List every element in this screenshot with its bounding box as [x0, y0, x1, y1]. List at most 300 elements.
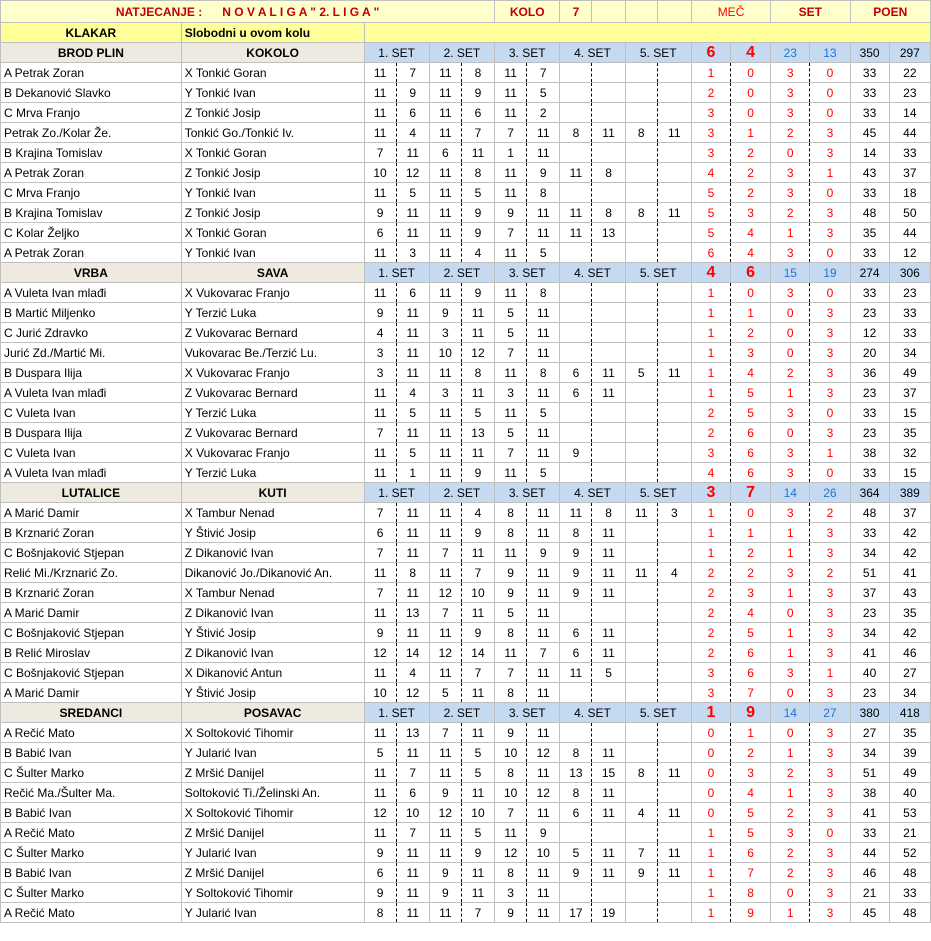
set-score: 6 — [396, 103, 429, 123]
set-score: 11 — [657, 763, 691, 783]
set-score: 8 — [625, 763, 657, 783]
points-home: 44 — [850, 843, 889, 863]
set-header-label: 5. SET — [625, 703, 691, 723]
set-score — [657, 623, 691, 643]
set-score: 8 — [625, 203, 657, 223]
points-home: 38 — [850, 783, 889, 803]
set-score — [625, 443, 657, 463]
match-score-away: 4 — [731, 783, 771, 803]
set-score: 9 — [364, 303, 396, 323]
point-total-away: 389 — [889, 483, 930, 503]
match-score-away: 6 — [731, 463, 771, 483]
set-score — [657, 583, 691, 603]
set-score: 9 — [527, 543, 560, 563]
away-team-name: POSAVAC — [181, 703, 364, 723]
points-away: 42 — [889, 543, 930, 563]
match-score-home: 0 — [691, 783, 730, 803]
set-score: 5 — [495, 603, 527, 623]
set-score: 10 — [396, 803, 429, 823]
set-score-home: 1 — [771, 643, 810, 663]
set-score-away: 0 — [810, 823, 850, 843]
set-score: 11 — [429, 503, 461, 523]
set-score: 5 — [396, 183, 429, 203]
match-header-row — [1, 263, 931, 283]
set-score: 1 — [396, 463, 429, 483]
points-home: 23 — [850, 303, 889, 323]
set-score: 11 — [527, 203, 560, 223]
set-score: 11 — [592, 523, 625, 543]
points-away: 40 — [889, 783, 930, 803]
set-score: 11 — [429, 283, 461, 303]
poen-header: POEN — [850, 1, 931, 23]
match-score-home: 2 — [691, 583, 730, 603]
set-score-home: 0 — [771, 603, 810, 623]
set-score: 11 — [592, 863, 625, 883]
set-score: 3 — [495, 383, 527, 403]
match-score-home: 4 — [691, 163, 730, 183]
game-row — [1, 383, 931, 403]
set-score — [657, 683, 691, 703]
set-score: 5 — [396, 443, 429, 463]
set-score: 11 — [364, 783, 396, 803]
points-home: 23 — [850, 603, 889, 623]
set-score: 11 — [461, 303, 494, 323]
set-score — [625, 723, 657, 743]
set-score-away: 0 — [810, 183, 850, 203]
set-score — [625, 883, 657, 903]
set-score — [625, 683, 657, 703]
match-score-home: 2 — [691, 83, 730, 103]
away-player: Z Dikanović Ivan — [181, 643, 364, 663]
set-score: 11 — [657, 123, 691, 143]
set-score: 11 — [461, 683, 494, 703]
set-score: 11 — [429, 523, 461, 543]
set-score: 4 — [625, 803, 657, 823]
set-score: 10 — [461, 803, 494, 823]
game-row — [1, 643, 931, 663]
set-score: 3 — [364, 363, 396, 383]
home-player: A Petrak Zoran — [1, 63, 182, 83]
away-player: Z Vukovarac Bernard — [181, 323, 364, 343]
set-score — [657, 323, 691, 343]
set-score: 11 — [625, 503, 657, 523]
set-score — [592, 823, 625, 843]
set-score: 11 — [429, 403, 461, 423]
points-home: 43 — [850, 163, 889, 183]
points-away: 33 — [889, 143, 930, 163]
home-player: B Krajina Tomislav — [1, 203, 182, 223]
match-score-away: 2 — [731, 743, 771, 763]
set-score: 11 — [560, 223, 592, 243]
game-row — [1, 903, 931, 923]
set-score-away: 3 — [810, 883, 850, 903]
home-player: C Bošnjaković Stjepan — [1, 663, 182, 683]
set-score: 10 — [495, 783, 527, 803]
game-row — [1, 323, 931, 343]
set-score: 5 — [461, 743, 494, 763]
header-row — [1, 1, 931, 23]
home-player: B Krznarić Zoran — [1, 523, 182, 543]
match-score-home: 2 — [691, 563, 730, 583]
set-score: 9 — [495, 583, 527, 603]
set-score: 11 — [396, 623, 429, 643]
set-score-home: 0 — [771, 323, 810, 343]
match-score-away: 0 — [731, 83, 771, 103]
set-header-label: 3. SET — [495, 43, 560, 63]
home-team-name: LUTALICE — [1, 483, 182, 503]
set-score — [625, 283, 657, 303]
set-score: 11 — [495, 543, 527, 563]
set-score: 11 — [461, 723, 494, 743]
set-score: 11 — [657, 803, 691, 823]
set-score-home: 3 — [771, 163, 810, 183]
set-score: 8 — [592, 503, 625, 523]
set-score — [657, 83, 691, 103]
set-score: 12 — [364, 803, 396, 823]
points-away: 48 — [889, 903, 930, 923]
points-home: 23 — [850, 423, 889, 443]
set-score — [592, 63, 625, 83]
set-score: 11 — [364, 403, 396, 423]
home-player: Jurić Zd./Martić Mi. — [1, 343, 182, 363]
game-row — [1, 623, 931, 643]
set-score-home: 0 — [771, 683, 810, 703]
set-score: 13 — [396, 723, 429, 743]
match-score-home: 5 — [691, 223, 730, 243]
away-player: Y Terzić Luka — [181, 403, 364, 423]
set-score: 5 — [396, 403, 429, 423]
set-score: 9 — [527, 823, 560, 843]
set-score-away: 3 — [810, 723, 850, 743]
set-score-home: 0 — [771, 883, 810, 903]
set-score — [592, 463, 625, 483]
match-score-away: 2 — [731, 323, 771, 343]
set-score: 6 — [396, 783, 429, 803]
set-score: 11 — [657, 363, 691, 383]
set-score: 5 — [495, 303, 527, 323]
match-score-away: 4 — [731, 363, 771, 383]
set-score: 4 — [396, 383, 429, 403]
game-row — [1, 203, 931, 223]
set-score: 7 — [461, 903, 494, 923]
set-score — [625, 323, 657, 343]
set-score-home: 3 — [771, 503, 810, 523]
set-score-away: 3 — [810, 623, 850, 643]
set-score-home: 3 — [771, 403, 810, 423]
set-score — [625, 463, 657, 483]
set-score: 9 — [461, 203, 494, 223]
set-score-away: 0 — [810, 243, 850, 263]
set-score: 11 — [461, 543, 494, 563]
away-player: Y Tonkić Ivan — [181, 83, 364, 103]
game-row — [1, 503, 931, 523]
away-player: X Tambur Nenad — [181, 583, 364, 603]
set-score: 8 — [560, 743, 592, 763]
away-player: X Soltoković Tihomir — [181, 803, 364, 823]
game-row — [1, 743, 931, 763]
set-score: 3 — [396, 243, 429, 263]
set-score — [657, 523, 691, 543]
away-player: Z Mršić Danijel — [181, 823, 364, 843]
set-score: 11 — [527, 583, 560, 603]
match-score-home: 1 — [691, 503, 730, 523]
set-score: 10 — [429, 343, 461, 363]
set-score-away: 3 — [810, 583, 850, 603]
set-score-away: 3 — [810, 143, 850, 163]
set-score: 9 — [364, 203, 396, 223]
set-score: 7 — [364, 143, 396, 163]
match-header-row — [1, 43, 931, 63]
set-score: 11 — [396, 343, 429, 363]
set-score: 9 — [560, 863, 592, 883]
set-score: 11 — [396, 583, 429, 603]
points-away: 12 — [889, 243, 930, 263]
points-away: 15 — [889, 403, 930, 423]
set-score-home: 2 — [771, 863, 810, 883]
game-row — [1, 783, 931, 803]
set-score: 11 — [495, 63, 527, 83]
game-row — [1, 303, 931, 323]
set-score: 9 — [560, 563, 592, 583]
set-score — [625, 643, 657, 663]
match-score-home: 0 — [691, 743, 730, 763]
set-score-home: 0 — [771, 723, 810, 743]
set-score: 4 — [364, 323, 396, 343]
set-score: 11 — [527, 303, 560, 323]
match-score-away: 6 — [731, 423, 771, 443]
set-total-away: 13 — [810, 43, 850, 63]
set-score-home: 3 — [771, 83, 810, 103]
set-score-home: 1 — [771, 903, 810, 923]
set-score: 5 — [527, 83, 560, 103]
home-player: A Petrak Zoran — [1, 163, 182, 183]
set-score — [657, 143, 691, 163]
set-score: 11 — [364, 723, 396, 743]
set-score: 7 — [396, 763, 429, 783]
set-score — [560, 283, 592, 303]
away-player: Z Mršić Danijel — [181, 763, 364, 783]
away-player: Y Soltoković Tihomir — [181, 883, 364, 903]
set-score-away: 3 — [810, 543, 850, 563]
set-score — [625, 543, 657, 563]
set-score: 7 — [429, 723, 461, 743]
set-score — [657, 543, 691, 563]
match-score-home: 0 — [691, 763, 730, 783]
set-score: 5 — [364, 743, 396, 763]
away-player: Y Jularić Ivan — [181, 903, 364, 923]
set-score-away: 0 — [810, 283, 850, 303]
point-total-home: 380 — [850, 703, 889, 723]
set-score: 11 — [429, 163, 461, 183]
set-header-label: 4. SET — [560, 703, 625, 723]
match-score-home: 3 — [691, 143, 730, 163]
set-score: 6 — [364, 223, 396, 243]
match-score-away: 1 — [731, 523, 771, 543]
set-score: 11 — [364, 443, 396, 463]
set-score: 9 — [364, 883, 396, 903]
set-score: 11 — [527, 623, 560, 643]
set-score: 11 — [396, 423, 429, 443]
set-score — [592, 603, 625, 623]
points-home: 33 — [850, 243, 889, 263]
set-score: 11 — [429, 203, 461, 223]
set-score: 11 — [495, 103, 527, 123]
set-score: 11 — [461, 603, 494, 623]
set-score: 14 — [461, 643, 494, 663]
home-player: C Šulter Marko — [1, 883, 182, 903]
match-score-away: 0 — [731, 283, 771, 303]
kolo-number: 7 — [560, 1, 592, 23]
points-away: 42 — [889, 523, 930, 543]
points-home: 12 — [850, 323, 889, 343]
points-away: 37 — [889, 503, 930, 523]
set-score: 6 — [560, 803, 592, 823]
set-score: 10 — [495, 743, 527, 763]
set-score — [592, 103, 625, 123]
set-score: 8 — [495, 683, 527, 703]
match-score-away: 1 — [731, 723, 771, 743]
set-score: 11 — [429, 663, 461, 683]
set-score — [657, 63, 691, 83]
set-score: 11 — [396, 223, 429, 243]
set-score — [560, 183, 592, 203]
match-score-away: 0 — [731, 503, 771, 523]
match-score-home: 3 — [691, 103, 730, 123]
points-away: 42 — [889, 623, 930, 643]
home-team-name: SREDANCI — [1, 703, 182, 723]
match-score-home: 2 — [691, 403, 730, 423]
game-row — [1, 243, 931, 263]
set-score: 8 — [495, 523, 527, 543]
set-score — [592, 183, 625, 203]
away-player: Y Štivić Josip — [181, 683, 364, 703]
match-score-home: 1 — [691, 903, 730, 923]
points-home: 48 — [850, 203, 889, 223]
set-score: 11 — [592, 783, 625, 803]
away-player: X Dikanović Antun — [181, 663, 364, 683]
set-score — [625, 383, 657, 403]
points-away: 23 — [889, 83, 930, 103]
set-score: 11 — [396, 323, 429, 343]
set-total-home: 23 — [771, 43, 810, 63]
set-score: 9 — [527, 163, 560, 183]
points-away: 35 — [889, 603, 930, 623]
set-score — [657, 883, 691, 903]
home-player: C Vuleta Ivan — [1, 403, 182, 423]
game-row — [1, 343, 931, 363]
points-away: 34 — [889, 343, 930, 363]
match-score-away: 2 — [731, 183, 771, 203]
game-row — [1, 463, 931, 483]
set-score — [592, 143, 625, 163]
set-score: 7 — [461, 663, 494, 683]
match-score-home: 2 — [691, 423, 730, 443]
set-score: 11 — [461, 863, 494, 883]
points-home: 34 — [850, 623, 889, 643]
set-total-away: 27 — [810, 703, 850, 723]
set-score: 6 — [396, 283, 429, 303]
away-player: X Soltoković Tihomir — [181, 723, 364, 743]
set-score-home: 3 — [771, 183, 810, 203]
match-score-home: 5 — [691, 203, 730, 223]
set-score: 7 — [461, 123, 494, 143]
set-score — [560, 723, 592, 743]
set-score: 7 — [429, 603, 461, 623]
set-score — [592, 403, 625, 423]
set-score: 4 — [396, 663, 429, 683]
set-score: 8 — [461, 163, 494, 183]
home-player: B Duspara Ilija — [1, 363, 182, 383]
kolo-label: KOLO — [495, 1, 560, 23]
set-score: 11 — [396, 503, 429, 523]
set-score-away: 2 — [810, 503, 850, 523]
set-score: 12 — [396, 683, 429, 703]
game-row — [1, 763, 931, 783]
set-total-home: 15 — [771, 263, 810, 283]
home-player: B Relić Miroslav — [1, 643, 182, 663]
set-score: 3 — [429, 383, 461, 403]
set-score: 11 — [592, 563, 625, 583]
set-score: 9 — [495, 903, 527, 923]
game-row — [1, 683, 931, 703]
set-score — [657, 823, 691, 843]
set-score: 11 — [625, 563, 657, 583]
game-row — [1, 123, 931, 143]
game-row — [1, 863, 931, 883]
point-total-home: 364 — [850, 483, 889, 503]
set-score: 6 — [560, 363, 592, 383]
set-score: 5 — [461, 183, 494, 203]
away-team-name: KUTI — [181, 483, 364, 503]
points-away: 34 — [889, 683, 930, 703]
set-header-label: 2. SET — [429, 483, 494, 503]
home-player: B Krznarić Zoran — [1, 583, 182, 603]
set-score: 9 — [461, 843, 494, 863]
set-score: 9 — [461, 283, 494, 303]
set-score: 11 — [429, 183, 461, 203]
set-score — [560, 683, 592, 703]
set-score-home: 1 — [771, 743, 810, 763]
set-score: 9 — [364, 623, 396, 643]
points-away: 35 — [889, 723, 930, 743]
set-score: 8 — [461, 363, 494, 383]
set-score — [560, 463, 592, 483]
set-score — [560, 423, 592, 443]
home-player: C Kolar Željko — [1, 223, 182, 243]
set-score: 11 — [429, 123, 461, 143]
set-score: 10 — [364, 163, 396, 183]
set-score: 11 — [429, 223, 461, 243]
points-home: 20 — [850, 343, 889, 363]
points-away: 44 — [889, 223, 930, 243]
points-away: 48 — [889, 863, 930, 883]
set-score: 8 — [625, 123, 657, 143]
point-total-home: 274 — [850, 263, 889, 283]
match-total-home: 1 — [691, 703, 730, 723]
game-row — [1, 363, 931, 383]
set-score-away: 3 — [810, 603, 850, 623]
set-score-home: 2 — [771, 203, 810, 223]
set-score: 11 — [495, 403, 527, 423]
set-score: 11 — [461, 443, 494, 463]
game-row — [1, 523, 931, 543]
set-header: SET — [771, 1, 850, 23]
subheader-row — [1, 23, 931, 43]
set-score — [657, 163, 691, 183]
set-score: 7 — [495, 223, 527, 243]
match-score-away: 3 — [731, 343, 771, 363]
set-score — [625, 163, 657, 183]
